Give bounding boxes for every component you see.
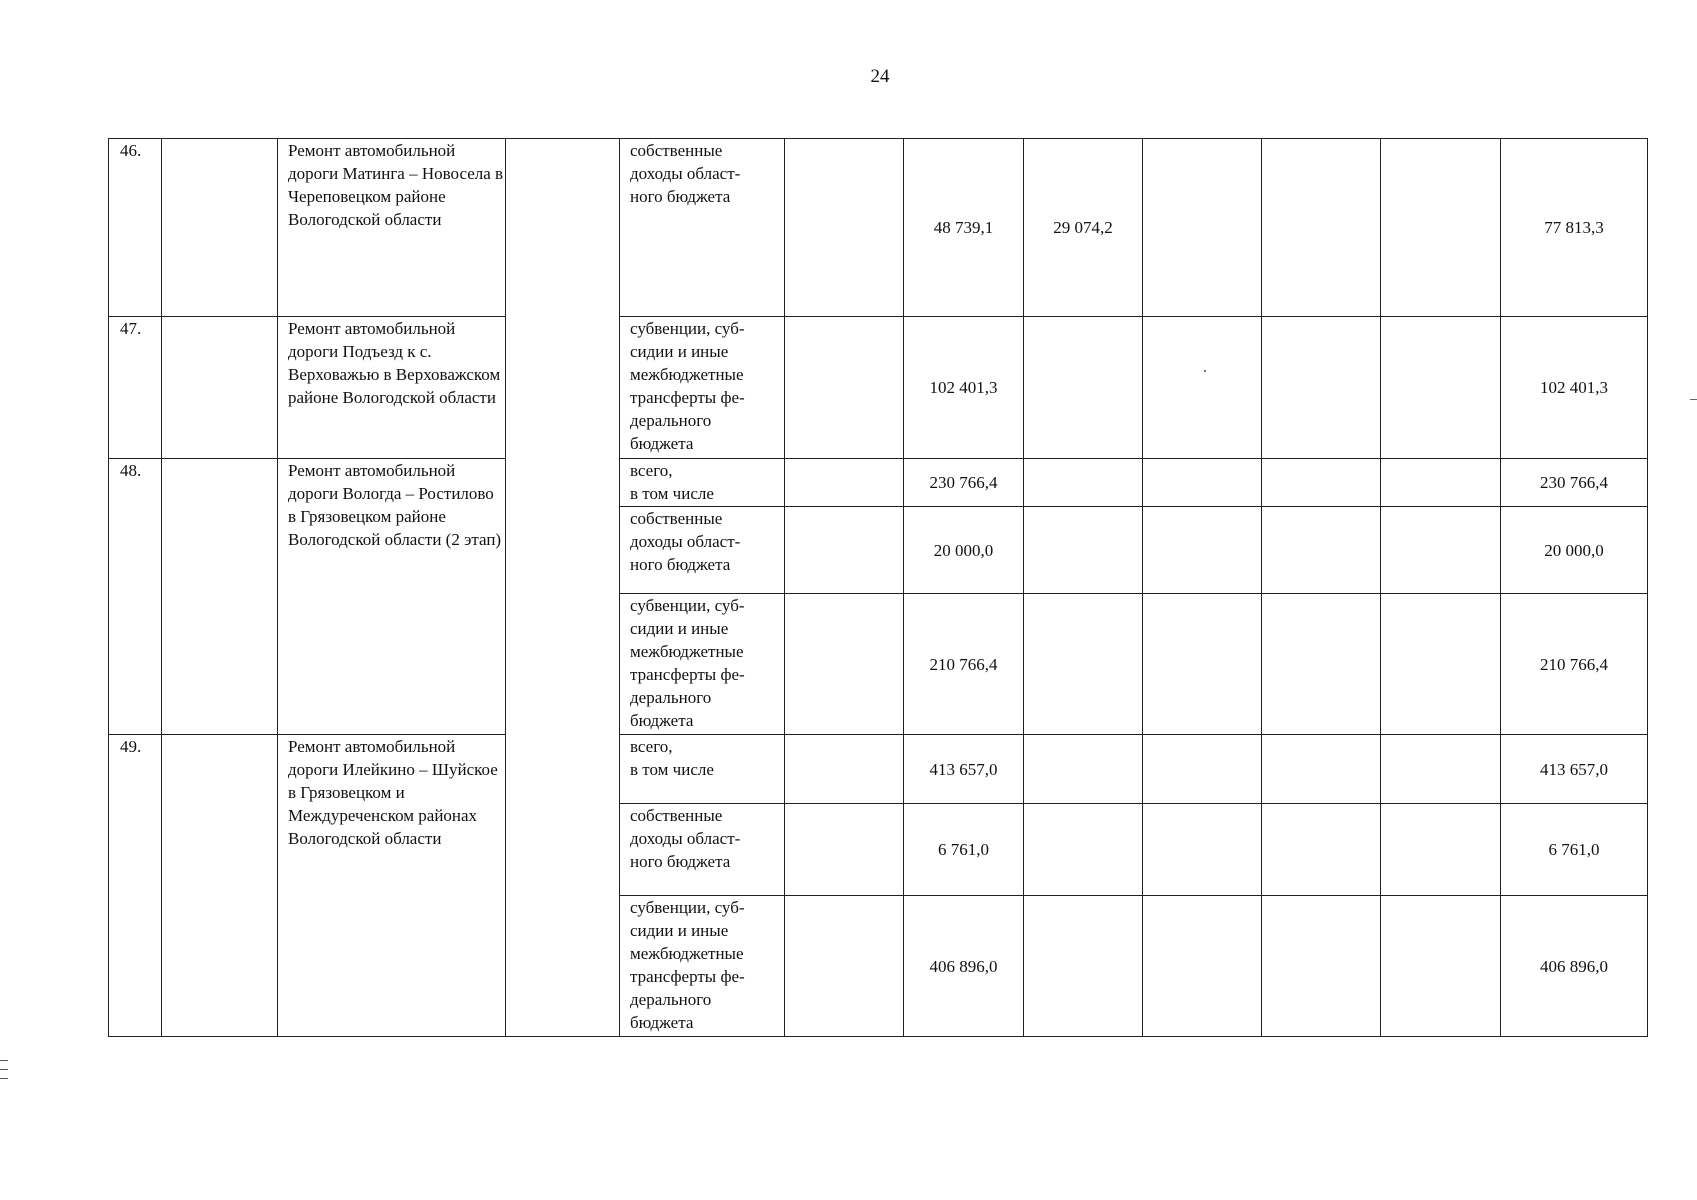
empty-cell [162,139,278,317]
empty-cell [1143,735,1262,804]
amount-cell: 6 761,0 [904,804,1024,896]
empty-cell [785,139,904,317]
table-row [109,459,1648,507]
funding-source-cell [620,139,785,317]
empty-cell [1143,459,1262,507]
total-cell: 230 766,4 [1501,459,1648,507]
empty-cell [1143,317,1262,459]
amount-cell: 230 766,4 [904,459,1024,507]
empty-cell [1024,507,1143,594]
amount-cell: 48 739,1 [904,139,1024,317]
row-number: 49. [109,735,162,1037]
empty-cell [1262,804,1381,896]
empty-cell [1143,594,1262,735]
table-row [109,735,1648,804]
row-number: 46. [109,139,162,317]
empty-cell [1381,507,1501,594]
funding-source: всего, в том числе [630,737,714,779]
scan-speck [1204,370,1206,372]
total-cell: 20 000,0 [1501,507,1648,594]
empty-cell [1024,896,1143,1037]
page-number: 24 [870,66,890,87]
scan-edge-mark [1690,399,1697,400]
funding-source: субвенции, суб- сидии и иные межбюджетные трансферты фе- дерального бюджета [630,319,745,453]
empty-cell [785,896,904,1037]
amount-cell: 210 766,4 [904,594,1024,735]
object-name-cell [278,139,506,317]
total-cell: 6 761,0 [1501,804,1648,896]
budget-table [108,138,1648,1037]
amount-cell: 102 401,3 [904,317,1024,459]
amount-cell: 29 074,2 [1024,139,1143,317]
funding-source: субвенции, суб- сидии и иные межбюджетные трансферты фе- дерального бюджета [630,898,745,1032]
empty-cell [1262,507,1381,594]
empty-cell [1381,459,1501,507]
margin-tick [0,1078,8,1079]
amount-cell: 413 657,0 [904,735,1024,804]
empty-cell [1262,896,1381,1037]
empty-cell [1143,804,1262,896]
empty-cell [1381,735,1501,804]
funding-source-cell [620,735,785,804]
empty-cell [1262,139,1381,317]
empty-cell [785,507,904,594]
empty-cell [1262,735,1381,804]
empty-cell [1143,507,1262,594]
empty-cell [1262,317,1381,459]
empty-cell [1024,317,1143,459]
empty-cell [1024,735,1143,804]
margin-tick [0,1069,8,1070]
empty-cell [1381,594,1501,735]
empty-cell [162,459,278,735]
funding-source-cell [620,896,785,1037]
empty-cell [1381,804,1501,896]
amount-cell: 406 896,0 [904,896,1024,1037]
empty-cell [1381,139,1501,317]
object-name-cell [278,459,506,735]
funding-source: всего, в том числе [630,461,714,503]
object-name: Ремонт автомобильной дороги Подъезд к с. Верховажью в Верховажском районе Вологодской области [288,319,501,407]
funding-source: субвенции, суб- сидии и иные межбюджетные трансферты фе- дерального бюджета [630,596,745,730]
object-name: Ремонт автомобильной дороги Илейкино – Шуйское в Грязовецком и Междуреченском районах Вологодской области [288,737,498,848]
empty-cell [785,594,904,735]
empty-cell [1024,594,1143,735]
object-name-cell [278,735,506,1037]
funding-source: собственные доходы област- ного бюджета [630,806,741,871]
funding-source: собственные доходы област- ного бюджета [630,141,741,206]
empty-cell [162,317,278,459]
empty-cell [162,735,278,1037]
empty-cell [1262,594,1381,735]
empty-cell [1143,139,1262,317]
funding-source-cell [620,804,785,896]
funding-source-cell [620,317,785,459]
empty-cell [1381,317,1501,459]
total-cell: 102 401,3 [1501,317,1648,459]
margin-tick [0,1060,8,1061]
empty-cell [1262,459,1381,507]
empty-cell [1381,896,1501,1037]
funding-source-cell [620,459,785,507]
funding-source-cell [620,594,785,735]
object-name: Ремонт автомобильной дороги Вологда – Ростилово в Грязовецком районе Вологодской области (2 этап) [288,461,502,549]
row-number: 48. [109,459,162,735]
funding-source: собственные доходы област- ного бюджета [630,509,741,574]
empty-cell [785,459,904,507]
empty-cell [785,317,904,459]
empty-cell [785,735,904,804]
total-cell: 77 813,3 [1501,139,1648,317]
table-row [109,317,1648,459]
funding-source-cell [620,507,785,594]
total-cell: 210 766,4 [1501,594,1648,735]
empty-cell [1024,804,1143,896]
empty-cell [506,139,620,1037]
total-cell: 406 896,0 [1501,896,1648,1037]
empty-cell [785,804,904,896]
total-cell: 413 657,0 [1501,735,1648,804]
object-name: Ремонт автомобильной дороги Матинга – Новосела в Череповецком районе Вологодской области [288,141,504,229]
object-name-cell [278,317,506,459]
row-number: 47. [109,317,162,459]
margin-marks [0,1060,8,1087]
empty-cell [1024,459,1143,507]
table-row [109,139,1648,317]
amount-cell: 20 000,0 [904,507,1024,594]
empty-cell [1143,896,1262,1037]
